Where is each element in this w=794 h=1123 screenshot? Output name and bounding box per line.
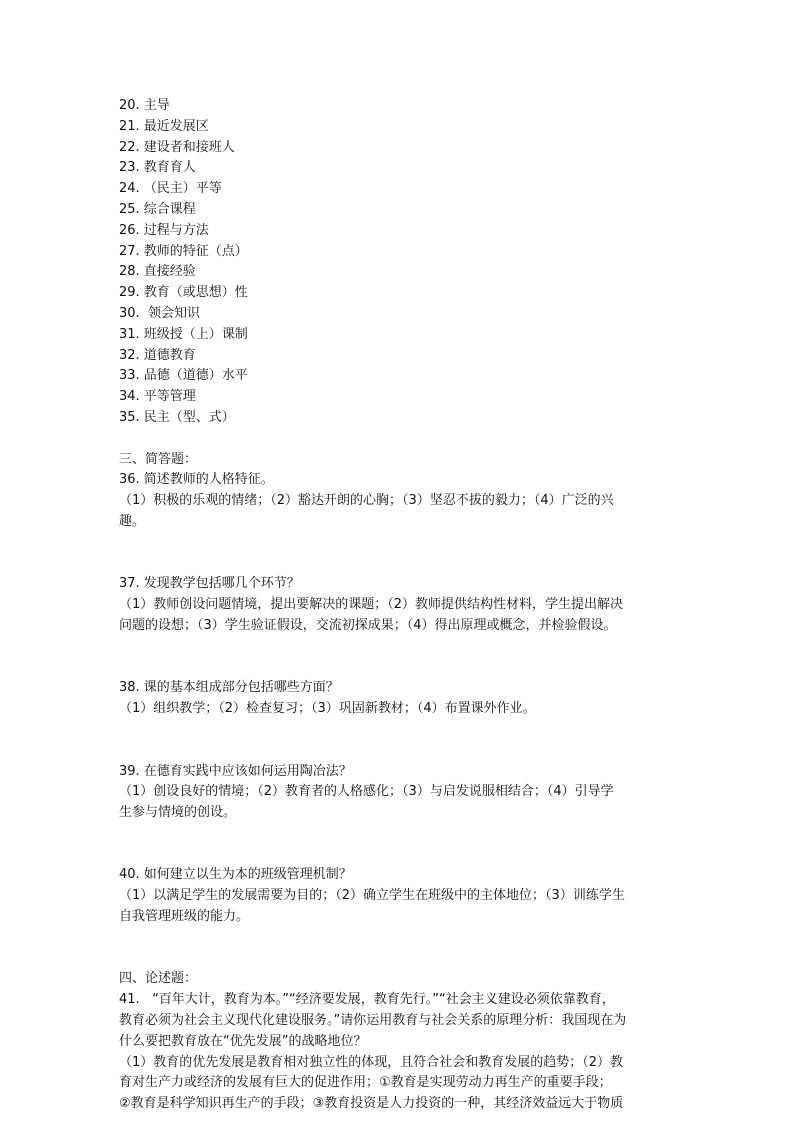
section-short-answer [119,450,677,928]
answer-item: 25. 综合课程 [119,201,196,217]
question-text: 39. 在德育实践中应该如何运用陶冶法？ [119,763,352,779]
answer-item: 31. 班级授（上）课制 [119,326,248,342]
answer-line: 生参与情境的创设。 [119,805,237,821]
answer-line: （1）组织教学；（2）检查复习；（3）巩固新教材；（4）布置课外作业。 [119,701,536,717]
question-block-37 [119,574,677,636]
answer-line: （1）以满足学生的发展需要为目的；（2）确立学生在班级中的主体地位；（3）训练学生 [119,888,625,904]
answer-line: 趣。 [119,513,146,529]
fill-in-answer-list [119,96,677,429]
answer-item: 32. 道德教育 [119,347,196,363]
question-text: 40. 如何建立以生为本的班级管理机制？ [119,867,352,883]
answer-line: 问题的设想；（3）学生验证假设，交流初探成果；（4）得出原理或概念，并检验假设。 [119,617,617,633]
answer-item: 24. （民主）平等 [119,181,222,197]
answer-item: 23. 教育育人 [119,160,196,176]
answer-item: 29. 教育（或思想）性 [119,285,248,301]
answer-line: 自我管理班级的能力。 [119,909,250,925]
section-heading: 三、简答题： [119,451,198,467]
answer-item: 20. 主导 [119,98,170,113]
question-block-39 [119,762,677,824]
answer-item: 28. 直接经验 [119,264,196,280]
answer-item: 22. 建设者和接班人 [119,139,235,155]
question-block-36 [119,470,677,532]
section-essay [119,969,677,1115]
question-text: 什么要把教育放在“优先发展”的战略地位？ [119,1033,367,1049]
question-text: 41. “百年大计，教育为本。”“经济要发展，教育先行。”“社会主义建设必须依靠教育， [119,992,615,1008]
answer-item: 30. 领会知识 [119,305,200,321]
answer-item: 26. 过程与方法 [119,222,209,238]
answer-line: （1）教师创设问题情境，提出要解决的课题；（2）教师提供结构性材料，学生提出解决 [119,597,624,613]
section-heading: 四、论述题： [119,971,198,987]
question-block-41 [119,990,677,1115]
question-text: 36. 简述教师的人格特征。 [119,472,274,488]
document-page [119,96,677,1115]
question-text: 38. 课的基本组成部分包括哪些方面？ [119,680,339,696]
answer-line: （1）创设良好的情境；（2）教育者的人格感化；（3）与启发说服相结合；（4）引导学 [119,784,614,800]
answer-item: 21. 最近发展区 [119,118,209,134]
answer-line: （1）教育的优先发展是教育相对独立性的体现，且符合社会和教育发展的趋势；（2）教 [119,1054,624,1070]
answer-item: 33. 品德（道德）水平 [119,368,248,384]
answer-line: ②教育是科学知识再生产的手段；③教育投资是人力投资的一种，其经济效益远大于物质 [119,1096,624,1112]
answer-item: 35. 民主（型、式） [119,409,235,425]
answer-item: 34. 平等管理 [119,389,196,405]
question-text: 37. 发现教学包括哪几个环节？ [119,576,300,592]
question-text: 教育必须为社会主义现代化建设服务。”请你运用教育与社会关系的原理分析：我国现在为 [119,1013,627,1029]
answer-item: 27. 教师的特征（点） [119,243,248,259]
question-block-38 [119,678,677,720]
question-block-40 [119,865,677,927]
answer-line: 育对生产力或经济的发展有巨大的促进作用；①教育是实现劳动力再生产的重要手段； [119,1075,612,1091]
answer-line: （1）积极的乐观的情绪；（2）豁达开朗的心胸；（3）坚忍不拔的毅力；（4）广泛的兴 [119,493,614,509]
